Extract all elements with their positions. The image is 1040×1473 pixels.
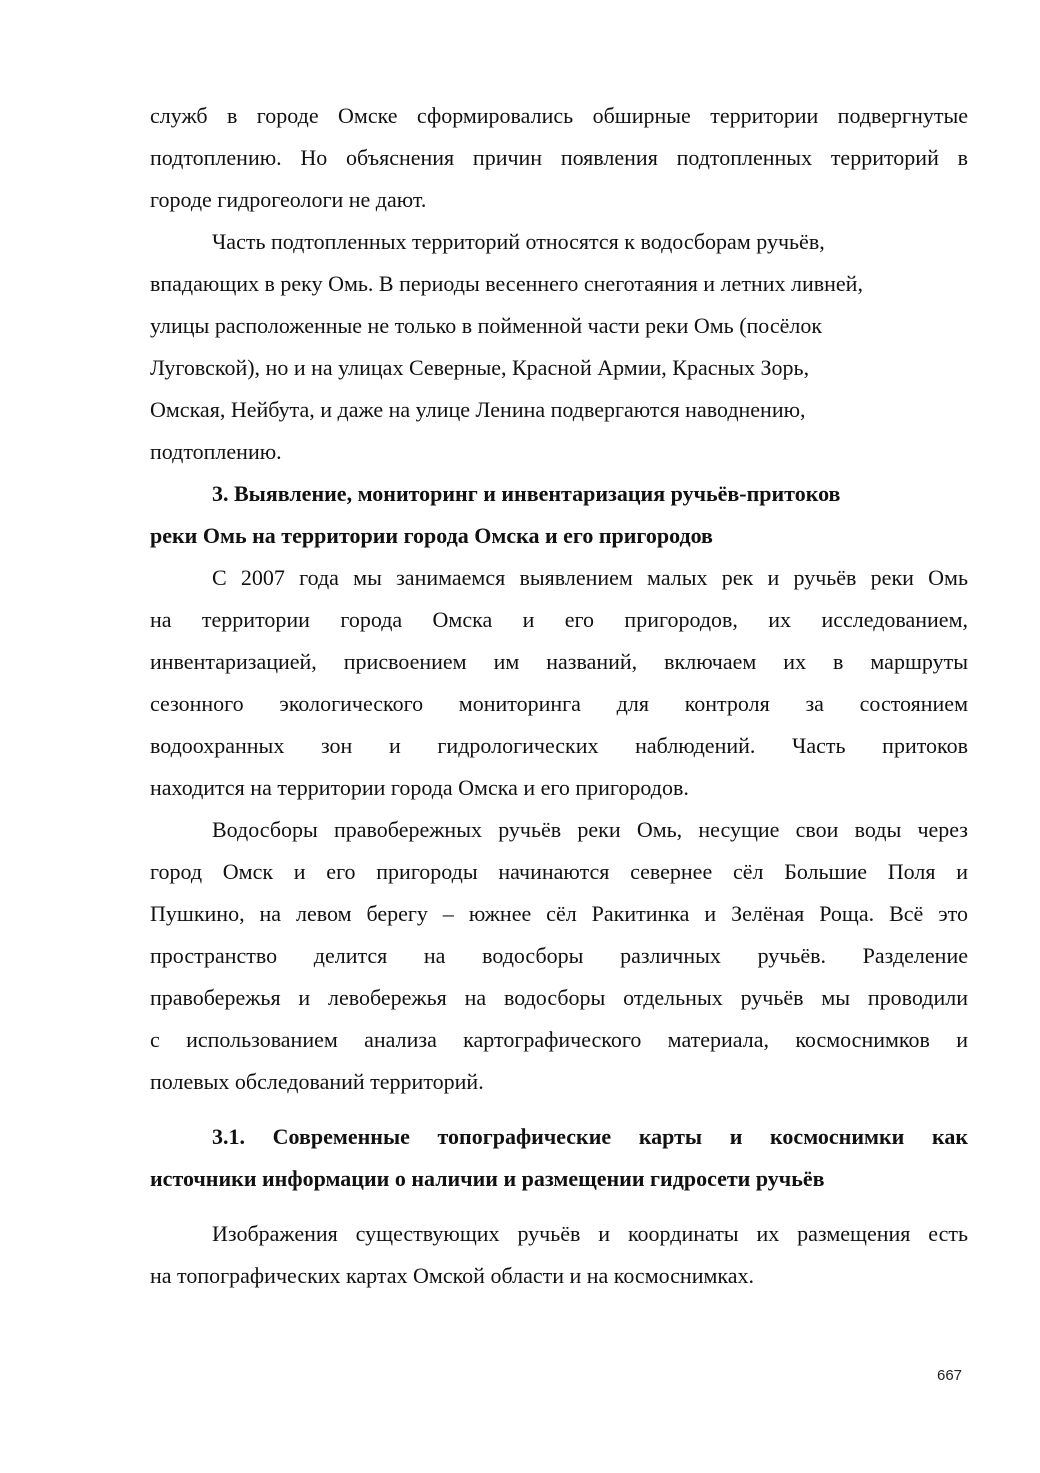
text-line: Водосборы правобережных ручьёв реки Омь, несущие свои воды через — [212, 817, 968, 842]
section-heading — [150, 473, 968, 557]
paragraph — [150, 1213, 968, 1297]
page-number: 667 — [937, 1367, 963, 1384]
heading-line: источники информации о наличии и размещении гидросети ручьёв — [150, 1166, 825, 1191]
text-line: впадающих в реку Омь. В периоды весеннего снеготаяния и летних ливней, — [150, 271, 863, 296]
paragraph — [150, 95, 968, 221]
text-line: Омская, Нейбута, и даже на улице Ленина подвергаются наводнению, — [150, 397, 806, 422]
paragraph — [150, 557, 968, 809]
text-line: подтоплению. Но объяснения причин появления подтопленных территорий в — [150, 145, 968, 170]
subsection-heading — [150, 1116, 968, 1200]
text-line: полевых обследований территорий. — [150, 1069, 484, 1094]
text-line: пространство делится на водосборы различных ручьёв. Разделение — [150, 943, 968, 968]
text-line: на территории города Омска и его пригородов, их исследованием, — [150, 607, 968, 632]
text-line: Часть подтопленных территорий относятся к водосборам ручьёв, — [212, 229, 825, 254]
text-line: Луговской), но и на улицах Северные, Красной Армии, Красных Зорь, — [150, 355, 810, 380]
heading-line: 3. Выявление, мониторинг и инвентаризация ручьёв-притоков — [212, 481, 841, 506]
paragraph — [150, 221, 968, 473]
heading-line: реки Омь на территории города Омска и его пригородов — [150, 523, 713, 548]
text-line: водоохранных зон и гидрологических наблюдений. Часть притоков — [150, 733, 968, 758]
paragraph — [150, 809, 968, 1103]
text-line: улицы расположенные не только в пойменной части реки Омь (посёлок — [150, 313, 823, 338]
text-line: на топографических картах Омской области и на космоснимках. — [150, 1263, 755, 1288]
text-line: находится на территории города Омска и его пригородов. — [150, 775, 689, 800]
text-line: город Омск и его пригороды начинаются севернее сёл Большие Поля и — [150, 859, 968, 884]
text-line: городе гидрогеологи не дают. — [150, 187, 427, 212]
text-line: правобережья и левобережья на водосборы отдельных ручьёв мы проводили — [150, 985, 968, 1010]
page-body — [150, 95, 968, 1297]
text-line: служб в городе Омске сформировались обширные территории подвергнутые — [150, 103, 968, 128]
text-line: сезонного экологического мониторинга для контроля за состоянием — [150, 691, 968, 716]
text-line: подтоплению. — [150, 439, 282, 464]
text-line: С 2007 года мы занимаемся выявлением малых рек и ручьёв реки Омь — [212, 565, 968, 590]
text-line: с использованием анализа картографического материала, космоснимков и — [150, 1027, 968, 1052]
text-line: инвентаризацией, присвоением им названий, включаем их в маршруты — [150, 649, 968, 674]
text-line: Пушкино, на левом берегу – южнее сёл Ракитинка и Зелёная Роща. Всё это — [150, 901, 968, 926]
text-line: Изображения существующих ручьёв и координаты их размещения есть — [212, 1221, 968, 1246]
heading-line: 3.1. Современные топографические карты и космоснимки как — [212, 1124, 968, 1149]
